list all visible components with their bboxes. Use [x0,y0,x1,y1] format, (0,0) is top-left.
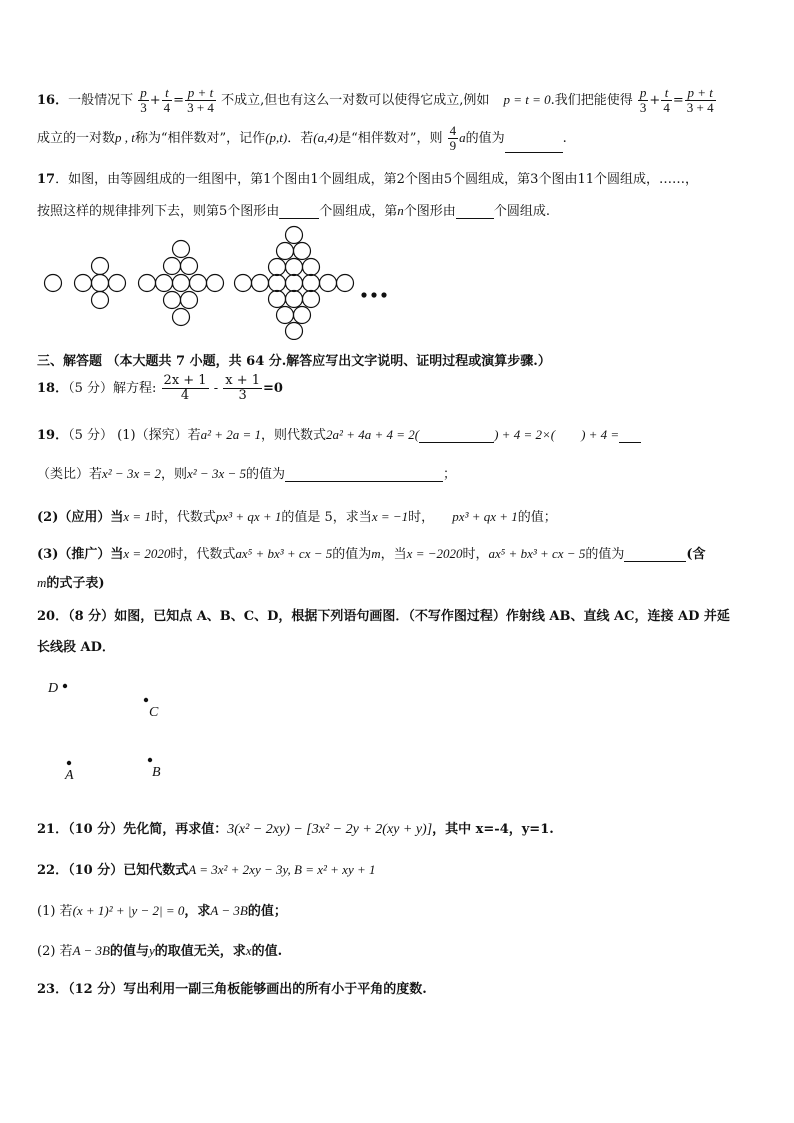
q22-line3 [37,940,282,959]
q19-p3i: 的值； [517,510,557,525]
q19-p3f: x = −1 [371,509,409,524]
q17-text2c: 个图形由 [403,204,456,219]
q21-expr: 3(x² − 2xy) − [3x² − 2y + 2(xy + y)] [227,822,433,837]
point-A [67,761,71,765]
q21-tail: ，其中 x=-4，y=1. [432,822,554,837]
q19-p3c: 时，代数式 [150,510,216,525]
q17-line2 [37,200,550,219]
q22-expr: A = 3x² + 2xy − 3y, B = x² + xy + 1 [188,862,376,877]
q16-number: 16 [37,93,56,108]
q19-line2 [37,463,456,482]
q22-line1: 22．（10 分）已知代数式A = 3x² + 2xy − 3y, B = x² + xy + 1 [37,862,376,878]
q16-text2: 不成立,但也有这么一对数可以使得它成立,例如 [221,93,490,108]
point-B [148,758,152,762]
q19-p4h: x = −2020 [406,546,463,561]
q16-line2: 成立的一对数p , t称为“相伴数对”，记作(p,t)．若(a,4)是“相伴数对”，则 $\frac{4}{9}$ a的值为 . [37,123,567,153]
q17-line1 [37,168,698,187]
q16-text5: 称为“相伴数对”，记作 [134,131,266,146]
q20-text1: 如图，已知点 A、B、C、D，根据下列语句画图．（不写作图过程）作射线 AB、直线 AC，连接 AD 并延 [114,609,730,624]
q16-frac-49: $\frac{4}{9}$ [449,123,457,153]
q20-number: 20 [37,609,56,624]
q16-frac-sum: $\frac{p + t}{3 + 4}$ [187,85,214,115]
q19-p4b: x = 2020 [123,546,171,561]
fig3-circles [139,241,224,326]
q17-text2b: 个圆组成，第 [319,204,398,219]
q18-number: 18 [37,381,56,396]
q19-p1b: a² + 2a = 1 [200,427,262,442]
q16-text6: ．若 [287,131,314,146]
q16-text7: 是“相伴数对”，则 [338,131,443,146]
q23: 23．（12 分）写出利用一副三角板能够画出的所有小于平角的度数. [37,982,427,997]
q19-p3d: px³ + qx + 1 [215,509,282,524]
q19-line5 [37,572,105,591]
q19-p3b: x = 1 [123,509,151,524]
q18-score: （5 分） [68,381,114,396]
q17-n: n [397,203,404,218]
q16-line1: 16．一般情况下 $\frac{p}{3}$ + $\frac{t}{4}$ = $\frac{p + t}{3 + 4}$ 不成立,但也有这么一对数可以使得它成立,例如 p = t = 0.我们把能使得 $\frac{p}{3}$ + $\frac{t}{4}$ = $\frac{p + t}{3 + 4}$ [37,85,714,115]
q19-p4l: (含 [686,547,706,562]
q19-number: 19 [37,428,56,443]
q19-p4f: m [371,546,381,561]
q22-p2g: 的值. [251,944,283,959]
q18-frac1: $\frac{2x + 1}{4}$ [163,373,207,403]
q19-p5b: 的式子表) [46,576,105,591]
q16-pt: p , t [115,130,135,145]
point-C [144,698,148,702]
q16-pair: (p,t) [265,130,288,145]
q20-score: （8 分） [68,609,115,624]
q19-p4g: ，当 [380,547,407,562]
q17-number: 17 [37,172,56,187]
q22-line2 [37,900,287,919]
point-D-label: D [48,681,59,696]
q19-p1c: ，则代数式 [261,428,327,443]
q19-p1d: 2a² + 4a + 4 = 2( [326,427,420,442]
q19-p2b: x² − 3x = 2 [102,466,161,481]
point-C-label: C [149,705,159,720]
q22-p1d: A − 3B [210,903,248,918]
fig2-circles [75,258,126,309]
q19-p4k: 的值为 [585,547,625,562]
q16-example: p = t = 0 [503,92,551,107]
q19-p3h: px³ + qx + 1 [452,509,518,524]
q19-p1e: ) + 4 = 2×( ) + 4 = [494,427,620,442]
q17-text2a: 按照这样的规律排列下去，则第5个图形由 [37,204,280,219]
section3-heading: 三、解答题 （本大题共 7 小题，共 64 分.解答应写出文字说明、证明过程或演算步骤.） [37,354,551,369]
q17-blank1[interactable] [279,204,319,219]
q19-p4i: 时， [462,547,489,562]
q19-blank4[interactable] [624,547,686,562]
q18: 18．（5 分）解方程: $\frac{2x + 1}{4}$ - $\frac{x + 1}{3}$ =0 [37,373,283,403]
q22-p2d: y [149,943,155,958]
q19-blank2[interactable] [619,428,641,443]
point-B-label: B [152,765,161,780]
q16-frac-p3-b: $\frac{p}{3}$ [639,85,647,115]
q16-frac-p3: $\frac{p}{3}$ [140,85,147,115]
q19-p4c: 时，代数式 [170,547,236,562]
q16-answer-blank[interactable] [505,138,563,153]
q16-text8: 的值为 [465,131,505,146]
q16-end: . [562,131,567,146]
q20-line2: 长线段 AD． [37,640,115,655]
q17-blank2[interactable] [456,204,494,219]
q21-score: （10 分） [68,822,124,837]
q21: 21．（10 分）先化简，再求值：3(x² − 2xy) − [3x² − 2y + 2(xy + y)]，其中 x=-4，y=1. [37,822,554,837]
q22-score: （10 分） [68,863,124,878]
q17-text2d: 个圆组成. [493,204,550,219]
q19-p4d: ax⁵ + bx³ + cx − 5 [235,546,333,561]
q22-p1b: (x + 1)² + |y − 2| = 0 [72,903,185,918]
q19-p2a: （类比）若 [37,467,103,482]
ellipsis-dots [361,292,386,297]
q16-frac-t4-b: $\frac{t}{4}$ [663,85,670,115]
q20-line1: 20．（8 分）如图，已知点 A、B、C、D，根据下列语句画图．（不写作图过程）作射线 AB、直线 AC，连接 AD 并延 [37,609,730,624]
q17-circle-figure [0,222,420,340]
q19-p1a: (1)（探究）若 [117,428,201,443]
q23-text: 写出利用一副三角板能够画出的所有小于平角的度数. [123,982,427,997]
q19-p4j: ax⁵ + bx³ + cx − 5 [488,546,586,561]
q19-p5a: m [37,575,47,590]
q19-blank1[interactable] [419,428,494,443]
q19-p3a: (2)（应用）当 [37,510,124,525]
q18-minus: - [209,381,223,396]
q22-p1c: ，求 [184,904,211,919]
q22-p1e: 的值； [247,904,287,919]
q19-line3 [37,506,557,525]
point-A-label: A [65,768,74,783]
q16-frac-sum-b: $\frac{p + t}{3 + 4}$ [686,85,714,115]
q19-p4a: (3)（推广）当 [37,547,124,562]
q22-p2c: 的值与 [109,944,149,959]
q17-text1: ．如图，由等圆组成的一组图中，第1个图由1个圆组成，第2个图由5个圆组成，第3个图由11个圆组成，……， [55,172,698,187]
point-D [63,684,67,688]
q22-number: 22 [37,863,56,878]
q22-text: 已知代数式 [123,863,189,878]
q22-p2f: x [245,943,252,958]
q19-p3e: 的值是 5，求当 [281,510,372,525]
q19-p2c: ，则 [161,467,188,482]
q19-line4 [37,543,706,562]
q16-text1: 一般情况下 [68,93,134,108]
q22-p2a: (2) 若 [37,944,73,959]
q19-blank3[interactable] [285,467,443,482]
q19-p3g: 时， [408,510,435,525]
q19-line1: 19．（5 分） (1)（探究）若a² + 2a = 1，则代数式2a² + 4a + 4 = 2( ) + 4 = 2×( ) + 4 = [37,424,641,443]
q21-number: 21 [37,822,56,837]
q19-p2d: x² − 3x − 5 [187,466,246,481]
q16-pair2: (a,4) [313,130,339,145]
fig1-circle [45,275,62,292]
q16-text4: 成立的一对数 [37,131,116,146]
q22-p2e: 的取值无关，求 [154,944,246,959]
q23-number: 23 [37,982,56,997]
q16-frac-t4: $\frac{t}{4}$ [163,85,171,115]
q19-p2e: 的值为 [246,467,286,482]
q20-points-figure [40,672,200,784]
q16-text3: .我们把能使得 [550,93,633,108]
fig4-circles [235,227,354,340]
q19-score: （5 分） [68,428,114,443]
q21-text: 先化简，再求值： [123,822,228,837]
q18-eq: =0 [263,381,283,396]
q23-score: （12 分） [68,982,124,997]
q22-p1a: (1) 若 [37,904,73,919]
q19-p2f: ； [443,467,457,482]
q18-label: 解方程: [113,381,157,396]
q19-p4e: 的值为 [332,547,372,562]
q22-p2b: A − 3B [72,943,110,958]
q18-frac2: $\frac{x + 1}{3}$ [225,373,261,403]
